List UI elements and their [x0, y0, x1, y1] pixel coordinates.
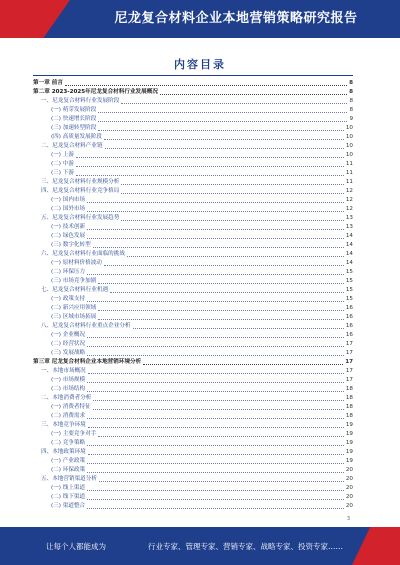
toc-entry[interactable] [33, 250, 353, 259]
toc-leader-dots [76, 156, 344, 158]
toc-entry-label: 四、本地政策环境 [41, 449, 86, 455]
toc-entry-page: 12 [345, 197, 353, 203]
toc-entry[interactable] [33, 214, 353, 223]
toc-entry-page: 17 [345, 350, 353, 356]
toc-entry-label: (一) 政策支持 [51, 296, 86, 302]
toc-entry[interactable] [33, 232, 353, 241]
toc-entry-label: 八、尼龙复合材料行业重点企业分析 [41, 323, 131, 329]
toc-entry-page: 20 [345, 467, 353, 473]
toc-entry-page: 19 [345, 431, 353, 437]
toc-entry-page: 18 [345, 386, 353, 392]
toc-entry-page: 18 [345, 413, 353, 419]
toc-entry-page: 17 [345, 359, 353, 365]
toc-entry-page: 16 [345, 305, 353, 311]
toc-entry[interactable] [33, 367, 353, 376]
toc-leader-dots [88, 426, 344, 428]
toc-leader-dots [98, 318, 344, 320]
toc-leader-dots [104, 138, 344, 140]
toc-entry[interactable] [33, 268, 353, 277]
toc-leader-dots [87, 381, 344, 383]
toc-leader-dots [93, 408, 344, 410]
toc-entry[interactable] [33, 169, 353, 178]
toc-entry-label: (二) 经营状况 [51, 341, 86, 347]
toc-entry-label: (二) 绿色发展 [51, 233, 86, 239]
toc-entry-label: (三) 加速转型阶段 [51, 125, 97, 131]
toc-entry-label: (二) 快速增长阶段 [51, 116, 97, 122]
toc-entry-page: 8 [349, 107, 353, 113]
toc-entry-label: 一、尼龙复合材料行业发展阶段 [41, 98, 120, 104]
toc-entry-page: 11 [345, 161, 353, 167]
toc-chapter[interactable] [33, 88, 353, 97]
toc-entry-label: 二、尼龙复合材料产业链 [41, 143, 103, 149]
toc-entry-page: 17 [345, 368, 353, 374]
toc-leader-dots [87, 228, 344, 230]
toc-entry-page: 18 [345, 395, 353, 401]
toc-leader-dots [98, 435, 344, 437]
toc-entry[interactable] [33, 187, 353, 196]
toc-entry-label: 二、本地消费者分析 [41, 395, 92, 401]
toc-leader-dots [87, 354, 344, 356]
toc-entry[interactable] [33, 160, 353, 169]
toc-leader-dots [98, 282, 344, 284]
report-title: 尼龙复合材料企业本地营销策略研究报告 [114, 11, 358, 26]
toc-entry-label: 三、尼龙复合材料行业规模分析 [41, 179, 120, 185]
toc-entry-label: (三) 数字化转型 [51, 242, 91, 248]
toc-entry[interactable] [33, 205, 353, 214]
toc-entry-label: (二) 新兴应用领域 [51, 305, 97, 311]
toc-entry[interactable] [33, 115, 353, 124]
toc-entry-label: (二) 环保压力 [51, 269, 86, 275]
toc-entry[interactable] [33, 97, 353, 106]
toc-entry-page: 18 [345, 404, 353, 410]
toc-entry[interactable] [33, 106, 353, 115]
toc-entry[interactable] [33, 142, 353, 151]
toc-heading: 内容目录 [174, 58, 226, 71]
toc-entry-label: (一) 技术创新 [51, 224, 86, 230]
toc-leader-dots [121, 219, 344, 221]
toc-entry[interactable] [33, 133, 353, 142]
toc-entry-page: 19 [345, 449, 353, 455]
toc-entry[interactable] [33, 493, 353, 502]
toc-leader-dots [87, 345, 344, 347]
toc-entry-page: 10 [345, 125, 353, 131]
toc-entry-page: 8 [349, 98, 353, 104]
toc-entry[interactable] [33, 322, 353, 331]
toc-leader-dots [65, 84, 347, 86]
toc-entry[interactable] [33, 151, 353, 160]
toc-leader-dots [87, 489, 344, 491]
toc-entry-page: 14 [345, 242, 353, 248]
toc-entry-label: (三) 区域市场拓展 [51, 314, 97, 320]
toc-entry-page: 15 [345, 287, 353, 293]
toc-entry[interactable] [33, 502, 353, 511]
toc-entry-label: (二) 市场结构 [51, 386, 86, 392]
toc-entry-page: 14 [345, 233, 353, 239]
toc-leader-dots [105, 147, 344, 149]
toc-entry-label: (一) 上游 [51, 152, 74, 158]
divider [33, 75, 353, 76]
toc-leader-dots [99, 480, 344, 482]
toc-leader-dots [76, 174, 344, 176]
toc-entry-label: (二) 国外市场 [51, 206, 86, 212]
toc-entry-page: 11 [345, 179, 353, 185]
toc-leader-dots [110, 291, 344, 293]
toc-entry-page: 16 [345, 323, 353, 329]
toc-entry-page: 9 [349, 116, 353, 122]
toc-leader-dots [98, 309, 344, 311]
toc-entry-page: 14 [345, 251, 353, 257]
toc-entry-label: 第一章 前言 [33, 80, 63, 86]
toc-entry-page: 10 [345, 143, 353, 149]
toc-chapter[interactable] [33, 358, 353, 367]
toc-entry-label: (二) 环保政策 [51, 467, 86, 473]
toc-entry-label: (三) 发展战略 [51, 350, 86, 356]
toc-entry-label: (三) 下游 [51, 170, 74, 176]
toc-entry[interactable] [33, 259, 353, 268]
toc-entry-label: (一) 消费者特征 [51, 404, 91, 410]
toc-entry-label: (二) 竞争策略 [51, 440, 86, 446]
toc-entry-label: (一) 线上渠道 [51, 485, 86, 491]
toc-leader-dots [98, 129, 344, 131]
toc-entry-page: 15 [345, 269, 353, 275]
toc-entry[interactable] [33, 448, 353, 457]
toc-leader-dots [160, 93, 347, 95]
toc-leader-dots [87, 390, 344, 392]
toc-entry-page: 20 [345, 494, 353, 500]
toc-leader-dots [87, 417, 344, 419]
toc-entry-label: (三) 市场竞争加剧 [51, 278, 97, 284]
toc-leader-dots [87, 201, 344, 203]
toc-leader-dots [76, 165, 344, 167]
toc-entry[interactable] [33, 421, 353, 430]
toc-leader-dots [121, 183, 344, 185]
toc-leader-dots [121, 192, 344, 194]
toc-entry-page: 10 [345, 134, 353, 140]
toc-entry-page: 17 [345, 341, 353, 347]
toc-entry[interactable] [33, 196, 353, 205]
toc-leader-dots [98, 120, 347, 122]
toc-entry[interactable] [33, 484, 353, 493]
toc-leader-dots [143, 363, 343, 365]
toc-entry-label: (一) 国内市场 [51, 197, 86, 203]
toc-entry-label: 七、尼龙复合材料行业机遇 [41, 287, 109, 293]
page-number: 3 [346, 516, 350, 522]
toc-entry-label: (一) 企业概况 [51, 332, 86, 338]
toc-entry-label: (三) 渠道整合 [51, 503, 86, 509]
toc-entry[interactable] [33, 286, 353, 295]
toc-entry-label: (二) 线下渠道 [51, 494, 86, 500]
toc-leader-dots [93, 399, 344, 401]
toc-entry[interactable] [33, 394, 353, 403]
toc-entry[interactable] [33, 223, 353, 232]
toc-entry-page: 15 [345, 278, 353, 284]
toc-entry-page: 8 [349, 80, 353, 86]
toc-entry[interactable] [33, 466, 353, 475]
toc-entry-page: 20 [345, 476, 353, 482]
toc-entry-label: (一) 萌芽发展阶段 [51, 107, 97, 113]
toc-entry[interactable] [33, 295, 353, 304]
toc-entry[interactable] [33, 277, 353, 286]
toc-entry-label: (二) 消费需求 [51, 413, 86, 419]
toc-entry[interactable] [33, 430, 353, 439]
toc-entry-page: 15 [345, 296, 353, 302]
toc-leader-dots [87, 237, 344, 239]
toc-entry-page: 19 [345, 458, 353, 464]
toc-entry-label: 一、本地市场概况 [41, 368, 86, 374]
toc-leader-dots [121, 102, 347, 104]
toc-entry[interactable] [33, 376, 353, 385]
toc-leader-dots [87, 462, 344, 464]
toc-entry-label: 第三章 尼龙复合材料企业本地营销环境分析 [33, 359, 142, 365]
toc-entry-page: 13 [345, 215, 353, 221]
toc-entry-page: 11 [345, 170, 353, 176]
toc-entry[interactable] [33, 385, 353, 394]
toc-leader-dots [87, 210, 344, 212]
toc-entry-label: (一) 市场规模 [51, 377, 86, 383]
toc-leader-dots [93, 246, 344, 248]
toc-entry-page: 16 [345, 314, 353, 320]
toc-entry-label: (一) 原材料价格波动 [51, 260, 102, 266]
toc-entry-page: 13 [345, 224, 353, 230]
toc-leader-dots [87, 300, 344, 302]
toc-entry[interactable] [33, 124, 353, 133]
toc-entry-page: 19 [345, 440, 353, 446]
toc-entry[interactable] [33, 475, 353, 484]
toc-entry-page: 16 [345, 332, 353, 338]
toc-entry[interactable] [33, 439, 353, 448]
toc-entry[interactable] [33, 331, 353, 340]
toc-entry[interactable] [33, 403, 353, 412]
toc-entry-label: 六、尼龙复合材料行业面临的挑战 [41, 251, 125, 257]
toc-entry-page: 10 [345, 152, 353, 158]
toc-leader-dots [127, 255, 344, 257]
toc-entry-page: 14 [345, 260, 353, 266]
toc-leader-dots [87, 507, 344, 509]
toc-chapter[interactable] [33, 79, 353, 88]
toc-entry-label: 五、本地营销渠道分析 [41, 476, 97, 482]
toc-entry-label: (二) 中游 [51, 161, 74, 167]
toc-entry-label: (一) 产业政策 [51, 458, 86, 464]
toc-entry-page: 17 [345, 377, 353, 383]
toc-entry-label: (一) 主要竞争对手 [51, 431, 97, 437]
toc-entry[interactable] [33, 457, 353, 466]
toc-leader-dots [98, 111, 347, 113]
toc-entry-page: 12 [345, 188, 353, 194]
toc-entry-label: 四、尼龙复合材料行业竞争格局 [41, 188, 120, 194]
toc-leader-dots [87, 273, 344, 275]
toc-leader-dots [88, 453, 344, 455]
toc-entry-label: 三、本地竞争环境 [41, 422, 86, 428]
toc-entry-page: 8 [349, 89, 353, 95]
toc-entry[interactable] [33, 241, 353, 250]
toc-entry-label: 第二章 2023-2025年尼龙复合材料行业发展概况 [33, 89, 158, 95]
toc-leader-dots [87, 444, 344, 446]
toc-leader-dots [104, 264, 344, 266]
toc-entry[interactable] [33, 313, 353, 322]
table-of-contents [33, 79, 353, 514]
toc-entry-page: 20 [345, 485, 353, 491]
toc-leader-dots [87, 498, 344, 500]
toc-leader-dots [87, 471, 344, 473]
toc-entry-label: (四) 高质量发展阶段 [51, 134, 102, 140]
footer-slogan: 让每个人都能成为 [46, 542, 106, 551]
toc-entry-label: 五、尼龙复合材料行业发展趋势 [41, 215, 120, 221]
toc-entry[interactable] [33, 349, 353, 358]
toc-entry[interactable] [33, 340, 353, 349]
toc-leader-dots [87, 336, 344, 338]
toc-entry[interactable] [33, 412, 353, 421]
footer-tagline: 行业专家、管理专家、营销专家、战略专家、投资专家…… [148, 542, 343, 551]
toc-entry-page: 19 [345, 422, 353, 428]
toc-entry-page: 20 [345, 503, 353, 509]
toc-leader-dots [133, 327, 344, 329]
toc-entry[interactable] [33, 304, 353, 313]
toc-entry[interactable] [33, 178, 353, 187]
toc-leader-dots [88, 372, 344, 374]
toc-entry-page: 12 [345, 206, 353, 212]
